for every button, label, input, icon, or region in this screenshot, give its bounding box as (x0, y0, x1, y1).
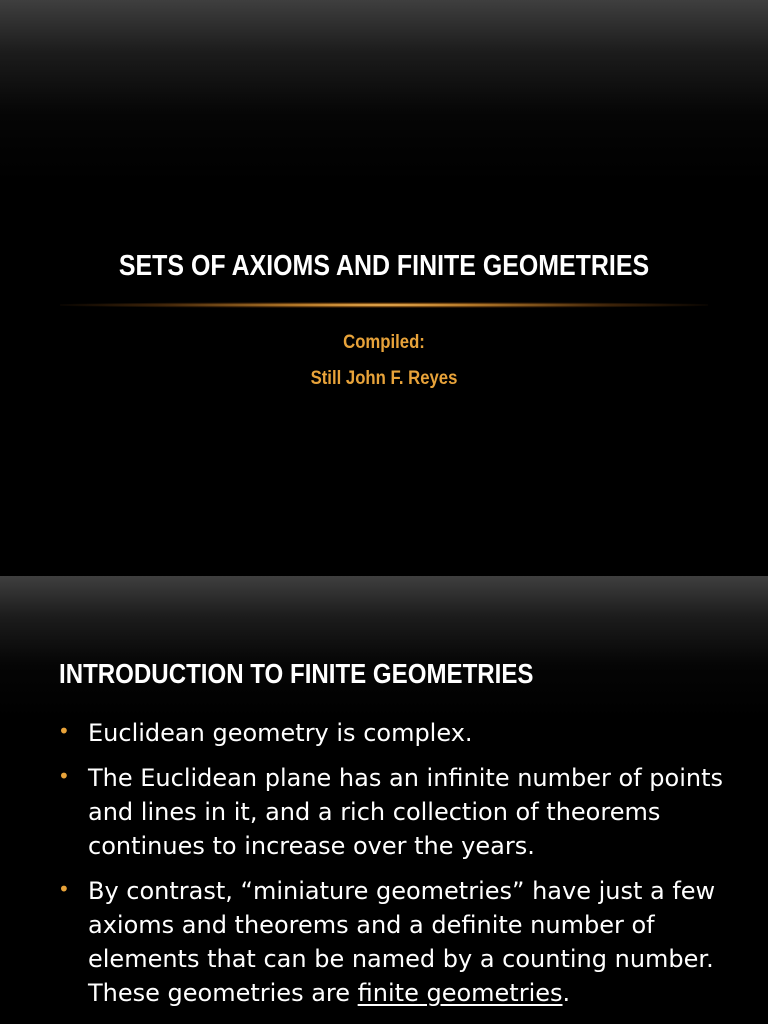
gold-divider (60, 302, 708, 308)
bullet-text-end: . (562, 979, 571, 1007)
bullet-text: Euclidean geometry is complex. (88, 719, 473, 747)
bullet-item (58, 874, 738, 1010)
slide-title: SETS OF AXIOMS AND FINITE GEOMETRIES (118, 250, 650, 282)
bullet-text: By contrast, “miniature geometries” have just a few axioms and theorems and a definite number of elements that can be named by a counting number. These geometries are (88, 877, 716, 1007)
finite-geometries-link[interactable]: finite geometries (357, 979, 563, 1007)
subtitle-author: Still John F. Reyes (310, 368, 458, 389)
bullet-text: The Euclidean plane has an infinite number of points and lines in it, and a rich collection of theorems continues to increase over the years. (88, 764, 723, 860)
bullet-item (58, 716, 738, 750)
bullet-icon: • (58, 877, 70, 901)
bullet-icon: • (58, 719, 70, 743)
bullet-list (58, 716, 738, 1021)
subtitle-compiled: Compiled: (343, 332, 425, 353)
slide-heading: INTRODUCTION TO FINITE GEOMETRIES (59, 658, 534, 689)
bullet-icon: • (58, 764, 70, 788)
bullet-item (58, 761, 738, 863)
content-slide (0, 576, 768, 1024)
